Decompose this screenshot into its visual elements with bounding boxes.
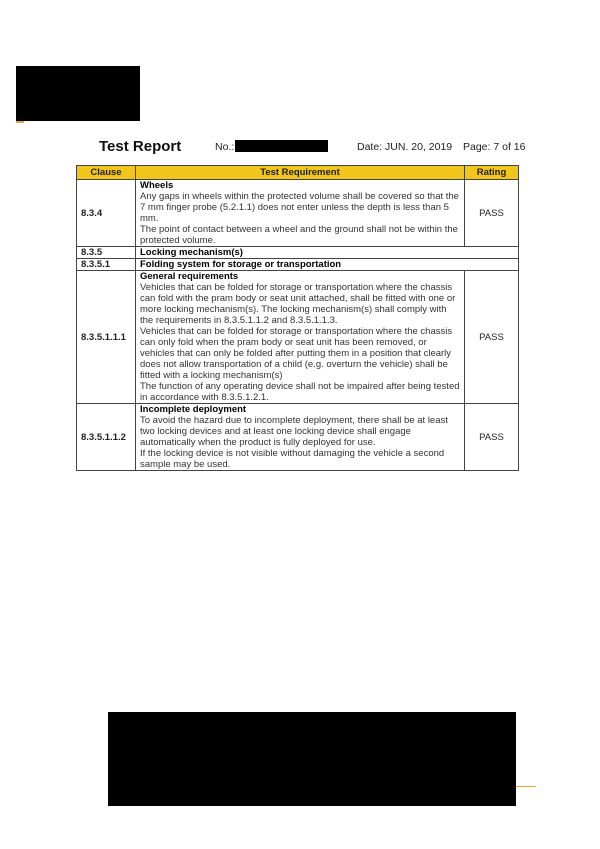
requirement-text: The function of any operating device shall not be impaired after being tested in accordance with 8.3.5.1.2.1.	[140, 381, 460, 403]
requirement-cell	[136, 404, 465, 471]
section-heading: Locking mechanism(s)	[136, 247, 519, 259]
clause-cell: 8.3.5.1	[77, 259, 136, 271]
clause-cell: 8.3.5.1.1.2	[77, 404, 136, 471]
requirement-text: The point of contact between a wheel and the ground shall not be within the protected volume.	[140, 224, 458, 246]
requirements-table	[76, 165, 519, 471]
report-date: Date: JUN. 20, 2019	[357, 141, 453, 153]
requirement-text: Vehicles that can be folded for storage or transportation where the chassis can only fold when the pram body or seat unit has been removed, or vehicles that can only be folded after putting them in a position that clearly does not allow transportation of a child (e.g. overturn the vehicle) shall be fitted with a locking mechanism(s)	[140, 326, 453, 381]
clause-cell: 8.3.5.1.1.1	[77, 271, 136, 404]
report-number-label: No.:	[215, 141, 235, 153]
requirement-cell	[136, 271, 465, 404]
report-header	[0, 138, 600, 156]
company-logo-redacted	[16, 66, 140, 121]
report-title: Test Report	[99, 138, 182, 155]
footer-accent-line	[516, 786, 536, 787]
clause-cell: 8.3.4	[77, 180, 136, 247]
table-row	[77, 271, 519, 404]
rating-cell: PASS	[465, 180, 519, 247]
requirement-heading: General requirements	[140, 271, 239, 282]
header-requirement: Test Requirement	[136, 166, 465, 180]
logo-accent-line	[16, 121, 24, 123]
header-rating: Rating	[465, 166, 519, 180]
table-row	[77, 180, 519, 247]
report-number-redacted	[235, 140, 328, 152]
section-heading: Folding system for storage or transportation	[136, 259, 519, 271]
table-row	[77, 247, 519, 259]
header-clause: Clause	[77, 166, 136, 180]
clause-cell: 8.3.5	[77, 247, 136, 259]
rating-cell: PASS	[465, 271, 519, 404]
requirement-heading: Wheels	[140, 180, 174, 191]
table-row	[77, 259, 519, 271]
requirement-text: Any gaps in wheels within the protected volume shall be covered so that the 7 mm finger probe (5.2.1.1) does not enter unless the depth is less than 5 mm.	[140, 191, 459, 224]
requirement-cell	[136, 180, 465, 247]
footer-redacted	[108, 712, 516, 806]
table-row	[77, 404, 519, 471]
rating-cell: PASS	[465, 404, 519, 471]
requirement-text: To avoid the hazard due to incomplete deployment, there shall be at least two locking devices and at least one locking device shall engage automatically when the product is fully deployed for use.	[140, 415, 448, 448]
requirement-text: If the locking device is not visible without damaging the vehicle a second sample may be used.	[140, 448, 445, 470]
requirement-heading: Incomplete deployment	[140, 404, 247, 415]
page-number: Page: 7 of 16	[463, 141, 526, 153]
requirement-text: Vehicles that can be folded for storage or transportation where the chassis can fold with the pram body or seat unit attached, shall be fitted with one or more locking mechanism(s). The locking mechanism(s) shall comply with the requirements in 8.3.5.1.1.2 and 8.3.5.1.1.3.	[140, 282, 456, 326]
table-header-row	[77, 166, 519, 180]
